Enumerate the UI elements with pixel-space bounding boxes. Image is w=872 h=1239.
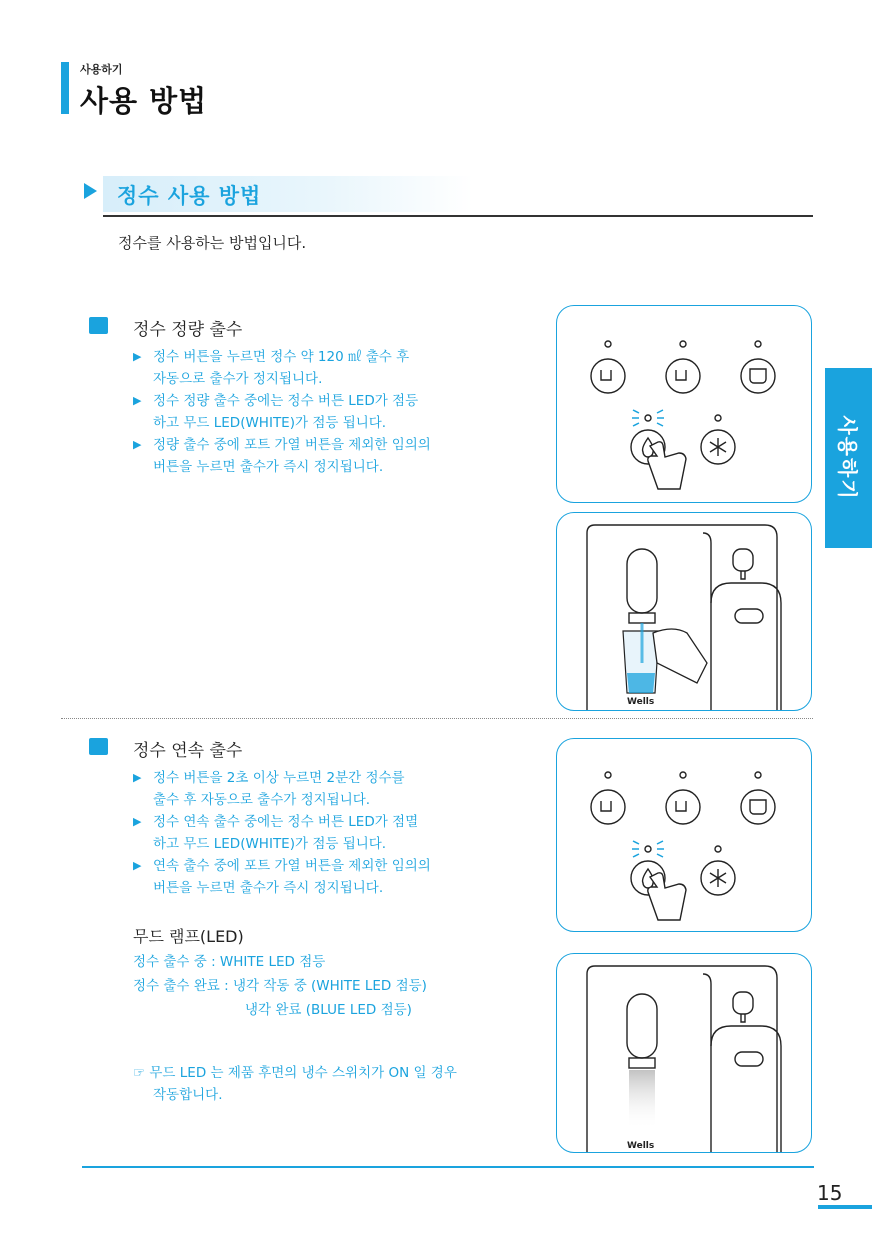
block1-bullet-list <box>133 346 473 478</box>
page-number-bar <box>818 1205 872 1209</box>
block1-title: 정수 정량 출수 <box>133 320 243 340</box>
dispenser-illustration-2 <box>556 953 812 1153</box>
brand-logo-text: Wells <box>627 697 655 707</box>
mood-line-2: 정수 출수 완료 : 냉각 작동 중 (WHITE LED 점등) <box>133 978 427 994</box>
control-panel-illustration-1 <box>556 305 812 503</box>
bullet-item: ▶ 정수 연속 출수 중에는 정수 버튼 LED가 점멸 하고 무드 LED(WHITE)가 점등 됩니다. <box>133 811 473 855</box>
section-triangle-icon <box>84 183 97 199</box>
block-divider <box>61 718 813 719</box>
footer-rule <box>82 1166 814 1168</box>
header-category: 사용하기 <box>80 63 123 76</box>
bullet-item: ▶ 연속 출수 중에 포트 가열 버튼을 제외한 임의의 버튼을 누르면 출수가 즉시 정지됩니다. <box>133 855 473 899</box>
block2-square-icon <box>89 738 108 755</box>
page-number: 15 <box>817 1181 843 1205</box>
block2-bullet-list <box>133 767 473 899</box>
mood-lamp-title: 무드 램프(LED) <box>133 927 244 946</box>
mood-line-1: 정수 출수 중 : WHITE LED 점등 <box>133 954 326 970</box>
bullet-item: ▶ 정량 출수 중에 포트 가열 버튼을 제외한 임의의 버튼을 누르면 출수가 즉시 정지됩니다. <box>133 434 473 478</box>
section-intro: 정수를 사용하는 방법입니다. <box>118 234 307 252</box>
side-chapter-tab <box>825 368 872 548</box>
bullet-item: ▶ 정수 버튼을 2초 이상 누르면 2분간 정수를 출수 후 자동으로 출수가 정지됩니다. <box>133 767 473 811</box>
dispenser-illustration-1 <box>556 512 812 711</box>
page-title: 사용 방법 <box>80 84 208 118</box>
block1-square-icon <box>89 317 108 334</box>
section-title: 정수 사용 방법 <box>117 184 262 208</box>
control-panel-illustration-2 <box>556 738 812 932</box>
side-chapter-label: 사용하기 <box>835 415 859 501</box>
bullet-item: ▶ 정수 버튼을 누르면 정수 약 120 ㎖ 출수 후 자동으로 출수가 정지됩니다. <box>133 346 473 390</box>
header-accent-bar <box>61 62 69 114</box>
note: ☞ 무드 LED 는 제품 후면의 냉수 스위치가 ON 일 경우 작동합니다. <box>133 1065 457 1103</box>
bullet-item: ▶ 정수 정량 출수 중에는 정수 버튼 LED가 점등 하고 무드 LED(WHITE)가 점등 됩니다. <box>133 390 473 434</box>
block2-title: 정수 연속 출수 <box>133 741 243 761</box>
brand-logo-text: Wells <box>627 1141 655 1151</box>
mood-line-3: 냉각 완료 (BLUE LED 점등) <box>245 1002 412 1018</box>
section-rule <box>103 215 813 217</box>
